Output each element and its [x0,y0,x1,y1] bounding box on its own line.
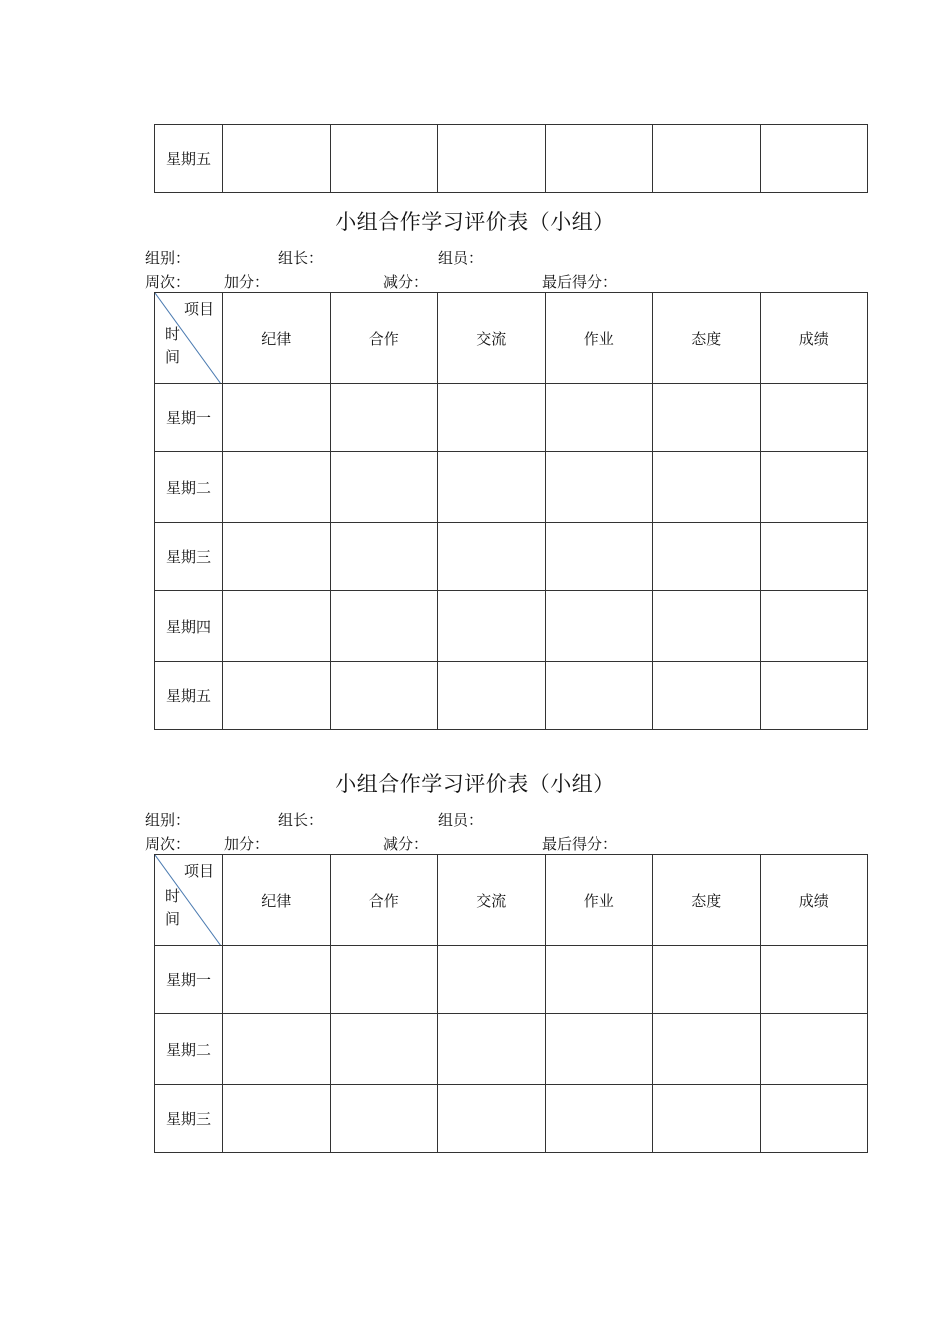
score-cell[interactable] [760,452,868,523]
section-title: 小组合作学习评价表（小组） [335,772,615,796]
row-label: 星期五 [155,125,223,193]
deduct-label: 减分： [383,273,429,291]
row-label: 星期一 [155,384,223,452]
score-cell[interactable] [330,523,438,591]
score-cell[interactable] [653,125,761,193]
score-cell[interactable] [223,946,331,1014]
row-label: 星期二 [155,1014,223,1085]
score-cell[interactable] [545,384,653,452]
score-cell[interactable] [760,1014,868,1085]
section-title: 小组合作学习评价表（小组） [335,210,615,234]
score-cell[interactable] [223,523,331,591]
score-cell[interactable] [760,946,868,1014]
table-row [155,662,868,730]
score-cell[interactable] [760,384,868,452]
score-cell[interactable] [330,125,438,193]
column-header: 交流 [438,855,546,946]
header-row [155,293,868,384]
score-cell[interactable] [760,662,868,730]
score-cell[interactable] [653,452,761,523]
score-cell[interactable] [223,1014,331,1085]
score-cell[interactable] [438,591,546,662]
deduct-label: 减分： [383,835,429,853]
corner-time-char-2: 间 [165,348,181,366]
corner-time-label [165,885,180,931]
bonus-label: 加分： [224,273,270,291]
score-cell[interactable] [330,452,438,523]
column-header: 作业 [545,293,653,384]
evaluation-table [154,854,868,1153]
column-header: 纪律 [223,855,331,946]
score-cell[interactable] [653,591,761,662]
score-cell[interactable] [330,946,438,1014]
week-label: 周次： [145,273,191,291]
column-header: 作业 [545,855,653,946]
leader-label: 组长： [278,811,324,829]
score-cell[interactable] [760,591,868,662]
score-cell[interactable] [223,1085,331,1153]
score-cell[interactable] [438,523,546,591]
score-cell[interactable] [330,384,438,452]
score-cell[interactable] [653,1014,761,1085]
score-cell[interactable] [653,523,761,591]
score-cell[interactable] [223,662,331,730]
score-cell[interactable] [545,946,653,1014]
table-row [155,452,868,523]
score-cell[interactable] [653,946,761,1014]
corner-header-cell [155,293,223,384]
score-cell[interactable] [545,591,653,662]
score-cell[interactable] [223,452,331,523]
group-label: 组别： [145,811,191,829]
corner-time-label [165,323,180,369]
leader-label: 组长： [278,249,324,267]
score-cell[interactable] [760,523,868,591]
members-label: 组员： [438,249,484,267]
previous-table-fragment [154,124,868,193]
table-row [155,946,868,1014]
bonus-label: 加分： [224,835,270,853]
score-cell[interactable] [330,662,438,730]
members-label: 组员： [438,811,484,829]
score-cell[interactable] [545,523,653,591]
corner-time-char-2: 间 [165,910,181,928]
row-label: 星期三 [155,523,223,591]
score-cell[interactable] [653,662,761,730]
final-score-label: 最后得分： [542,273,618,291]
score-cell[interactable] [438,946,546,1014]
column-header: 态度 [653,855,761,946]
table-row [155,523,868,591]
row-label: 星期二 [155,452,223,523]
header-row [155,855,868,946]
score-cell[interactable] [223,591,331,662]
column-header: 纪律 [223,293,331,384]
group-label: 组别： [145,249,191,267]
score-cell[interactable] [438,662,546,730]
score-cell[interactable] [438,1085,546,1153]
score-cell[interactable] [545,125,653,193]
column-header: 合作 [330,293,438,384]
score-cell[interactable] [330,1085,438,1153]
score-cell[interactable] [330,591,438,662]
row-label: 星期三 [155,1085,223,1153]
score-cell[interactable] [653,1085,761,1153]
score-cell[interactable] [438,1014,546,1085]
column-header: 成绩 [760,293,868,384]
score-cell[interactable] [223,125,331,193]
row-label: 星期一 [155,946,223,1014]
corner-time-char-1: 时 [165,325,181,343]
score-cell[interactable] [545,1014,653,1085]
score-cell[interactable] [330,1014,438,1085]
corner-item-label: 项目 [183,300,214,318]
score-cell[interactable] [545,452,653,523]
corner-header-cell [155,855,223,946]
column-header: 交流 [438,293,546,384]
score-cell[interactable] [223,384,331,452]
score-cell[interactable] [438,125,546,193]
score-cell[interactable] [545,662,653,730]
column-header: 合作 [330,855,438,946]
table-row [155,1085,868,1153]
corner-item-label: 项目 [183,862,214,880]
score-cell[interactable] [545,1085,653,1153]
score-cell[interactable] [760,1085,868,1153]
score-cell[interactable] [760,125,868,193]
row-label: 星期五 [155,662,223,730]
table-row [155,384,868,452]
column-header: 态度 [653,293,761,384]
evaluation-table [154,292,868,730]
column-header: 成绩 [760,855,868,946]
score-cell[interactable] [438,452,546,523]
table-row [155,591,868,662]
table-row [155,125,868,193]
table-row [155,1014,868,1085]
final-score-label: 最后得分： [542,835,618,853]
week-label: 周次： [145,835,191,853]
row-label: 星期四 [155,591,223,662]
score-cell[interactable] [653,384,761,452]
score-cell[interactable] [438,384,546,452]
corner-time-char-1: 时 [165,887,181,905]
